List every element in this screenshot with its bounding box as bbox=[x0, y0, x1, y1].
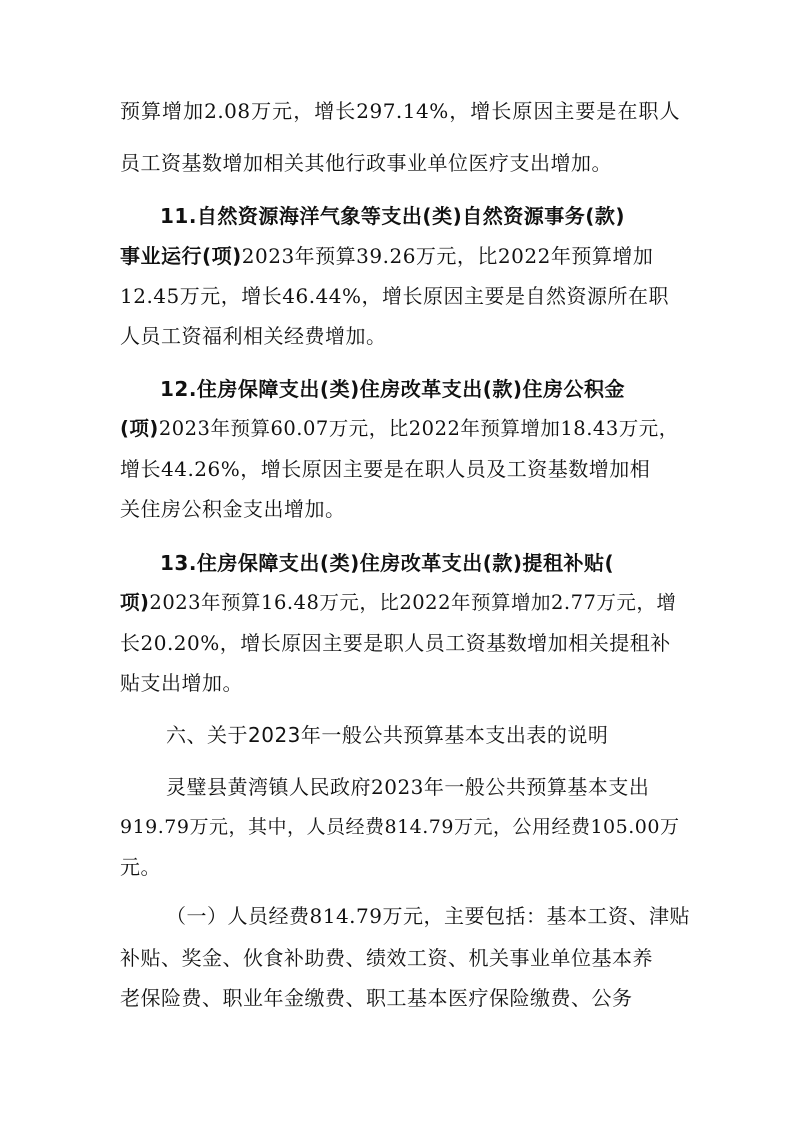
body-text: 元。 bbox=[120, 855, 161, 879]
item-13-heading: 13.住房保障支出(类)住房改革支出(款)提租补贴( bbox=[160, 551, 615, 575]
section-6-paragraph-line-1 bbox=[166, 773, 726, 801]
paragraph-12-line-1 bbox=[160, 375, 688, 403]
body-text: 员工资基数增加相关其他行政事业单位医疗支出增加。 bbox=[120, 151, 612, 175]
item-11-heading-end: 事业运行(项) bbox=[120, 244, 242, 268]
item-12-heading-end: (项) bbox=[120, 417, 159, 440]
section-6-paragraph-line-2 bbox=[120, 813, 680, 841]
body-text: 老保险费、职业年金缴费、职工基本医疗保险缴费、公务 bbox=[120, 986, 633, 1010]
paragraph-11-line-2 bbox=[120, 242, 680, 270]
item-13-heading-end: 项) bbox=[120, 591, 150, 614]
paragraph-11-line-1 bbox=[160, 202, 688, 230]
paragraph-13-line-1 bbox=[160, 549, 688, 577]
body-text: （一）人员经费814.79万元，主要包括：基本工资、津贴 bbox=[166, 904, 690, 928]
body-text: 2023年预算60.07万元，比2022年预算增加18.43万元， bbox=[158, 417, 679, 440]
body-text: 预算增加2.08万元，增长297.14%，增长原因主要是在职人 bbox=[120, 99, 680, 123]
body-text: 增长44.26%，增长原因主要是在职人员及工资基数增加相 bbox=[120, 457, 651, 481]
body-text: 人员工资福利相关经费增加。 bbox=[120, 324, 387, 348]
item-11-heading: 11.自然资源海洋气象等支出(类)自然资源事务(款) bbox=[160, 204, 625, 228]
paragraph-12-line-3 bbox=[120, 455, 680, 483]
body-text: 2023年预算16.48万元，比2022年预算增加2.77万元，增 bbox=[149, 591, 677, 614]
personnel-paragraph-line-2 bbox=[120, 944, 680, 972]
item-12-heading: 12.住房保障支出(类)住房改革支出(款)住房公积金 bbox=[160, 377, 625, 401]
personnel-paragraph-line-3 bbox=[120, 984, 680, 1012]
section-6-heading bbox=[166, 721, 726, 749]
body-text: 2023年预算39.26万元，比2022年预算增加 bbox=[241, 244, 654, 268]
section-heading-text: 六、关于2023年一般公共预算基本支出表的说明 bbox=[166, 723, 609, 747]
body-text: 贴支出增加。 bbox=[120, 671, 243, 695]
section-6-paragraph-line-3 bbox=[120, 853, 680, 881]
paragraph-11-line-4 bbox=[120, 322, 680, 350]
paragraph-11-line-3 bbox=[120, 282, 680, 310]
body-text: 补贴、奖金、伙食补助费、绩效工资、机关事业单位基本养 bbox=[120, 946, 653, 970]
body-text: 12.45万元，增长46.44%，增长原因主要是自然资源所在职 bbox=[120, 284, 670, 308]
body-text: 关住房公积金支出增加。 bbox=[120, 497, 346, 521]
body-text: 长20.20%，增长原因主要是职人员工资基数增加相关提租补 bbox=[120, 631, 671, 655]
paragraph-13-line-4 bbox=[120, 669, 680, 697]
personnel-paragraph-line-1 bbox=[166, 902, 726, 930]
paragraph-13-line-2 bbox=[120, 589, 680, 617]
paragraph-10-line-3 bbox=[120, 149, 680, 177]
paragraph-12-line-2 bbox=[120, 415, 680, 443]
body-text: 919.79万元，其中，人员经费814.79万元，公用经费105.00万 bbox=[120, 816, 680, 838]
body-text: 灵璧县黄湾镇人民政府2023年一般公共预算基本支出 bbox=[166, 775, 650, 799]
paragraph-13-line-3 bbox=[120, 629, 680, 657]
paragraph-10-line-2 bbox=[120, 97, 680, 125]
paragraph-12-line-4 bbox=[120, 495, 680, 523]
